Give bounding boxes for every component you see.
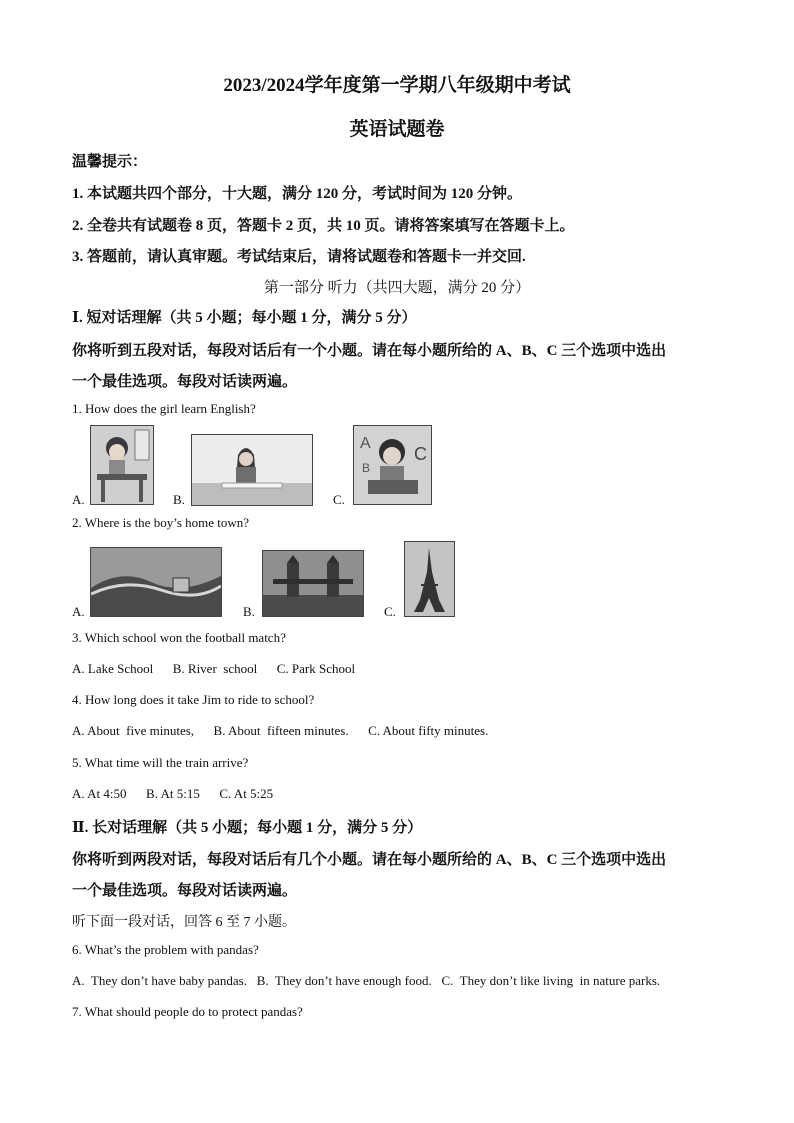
q2-option-c-label: C. — [384, 604, 396, 619]
q2-option-b-image — [262, 550, 364, 617]
svg-text:A: A — [360, 435, 371, 452]
q3-question: 3. Which school won the football match? — [72, 630, 286, 645]
section1-heading: Ⅰ. 短对话理解（共 5 小题；每小题 1 分，满分 5 分） — [72, 310, 417, 326]
tip-item-1: 1. 本试题共四个部分，十大题，满分 120 分，考试时间为 120 分钟。 — [72, 186, 523, 202]
q7-question: 7. What should people do to protect pandas? — [72, 1004, 303, 1019]
section2-heading: Ⅱ. 长对话理解（共 5 小题；每小题 1 分，满分 5 分） — [72, 820, 423, 836]
q4-question: 4. How long does it take Jim to ride to school? — [72, 692, 315, 707]
q1-option-a-label: A. — [72, 492, 85, 507]
q5-options: A. At 4:50 B. At 5:15 C. At 5:25 — [72, 786, 274, 801]
section1-instruction-2: 一个最佳选项。每段对话读两遍。 — [72, 374, 298, 390]
q4-options: A. About five minutes, B. About fifteen minutes. C. About fifty minutes. — [72, 723, 489, 738]
exam-title: 2023/2024学年度第一学期八年级期中考试 — [223, 75, 571, 96]
part1-heading: 第一部分 听力（共四大题，满分 20 分） — [263, 280, 531, 296]
q2-option-c-image — [404, 541, 455, 617]
q1-option-b-label: B. — [173, 492, 185, 507]
q2-question: 2. Where is the boy’s home town? — [72, 515, 250, 530]
q5-question: 5. What time will the train arrive? — [72, 755, 249, 770]
section2-instruction-1: 你将听到两段对话，每段对话后有几个小题。请在每小题所给的 A、B、C 三个选项中选出 — [72, 852, 667, 868]
q1-option-c-image — [353, 425, 432, 505]
q1-option-a-image — [90, 425, 154, 505]
q1-option-b-image — [191, 434, 313, 506]
section1-instruction-1: 你将听到五段对话，每段对话后有一个小题。请在每小题所给的 A、B、C 三个选项中选出 — [72, 343, 667, 359]
q2-option-a-label: A. — [72, 604, 85, 619]
q1-option-c-label: C. — [333, 492, 345, 507]
section2-instruction-2: 一个最佳选项。每段对话读两遍。 — [72, 883, 298, 899]
q6-question: 6. What’s the problem with pandas? — [72, 942, 259, 957]
q2-option-a-image — [90, 547, 222, 617]
svg-text:B: B — [362, 461, 371, 475]
exam-subtitle: 英语试题卷 — [349, 119, 445, 140]
tips-heading: 温馨提示： — [72, 154, 148, 170]
q3-options: A. Lake School B. River school C. Park School — [72, 661, 356, 676]
q6-options: A. They don’t have baby pandas. B. They don’t have enough food. C. They don’t like living in nature parks. — [72, 973, 661, 988]
tip-item-2: 2. 全卷共有试题卷 8 页，答题卡 2 页，共 10 页。请将答案填写在答题卡上。 — [72, 218, 575, 234]
tip-item-3: 3. 答题前，请认真审题。考试结束后，请将试题卷和答题卡一并交回. — [72, 249, 526, 265]
q1-question: 1. How does the girl learn English? — [72, 401, 256, 416]
svg-text:C: C — [414, 444, 427, 464]
section2-lead: 听下面一段对话，回答 6 至 7 小题。 — [72, 915, 296, 930]
q2-option-b-label: B. — [243, 604, 255, 619]
